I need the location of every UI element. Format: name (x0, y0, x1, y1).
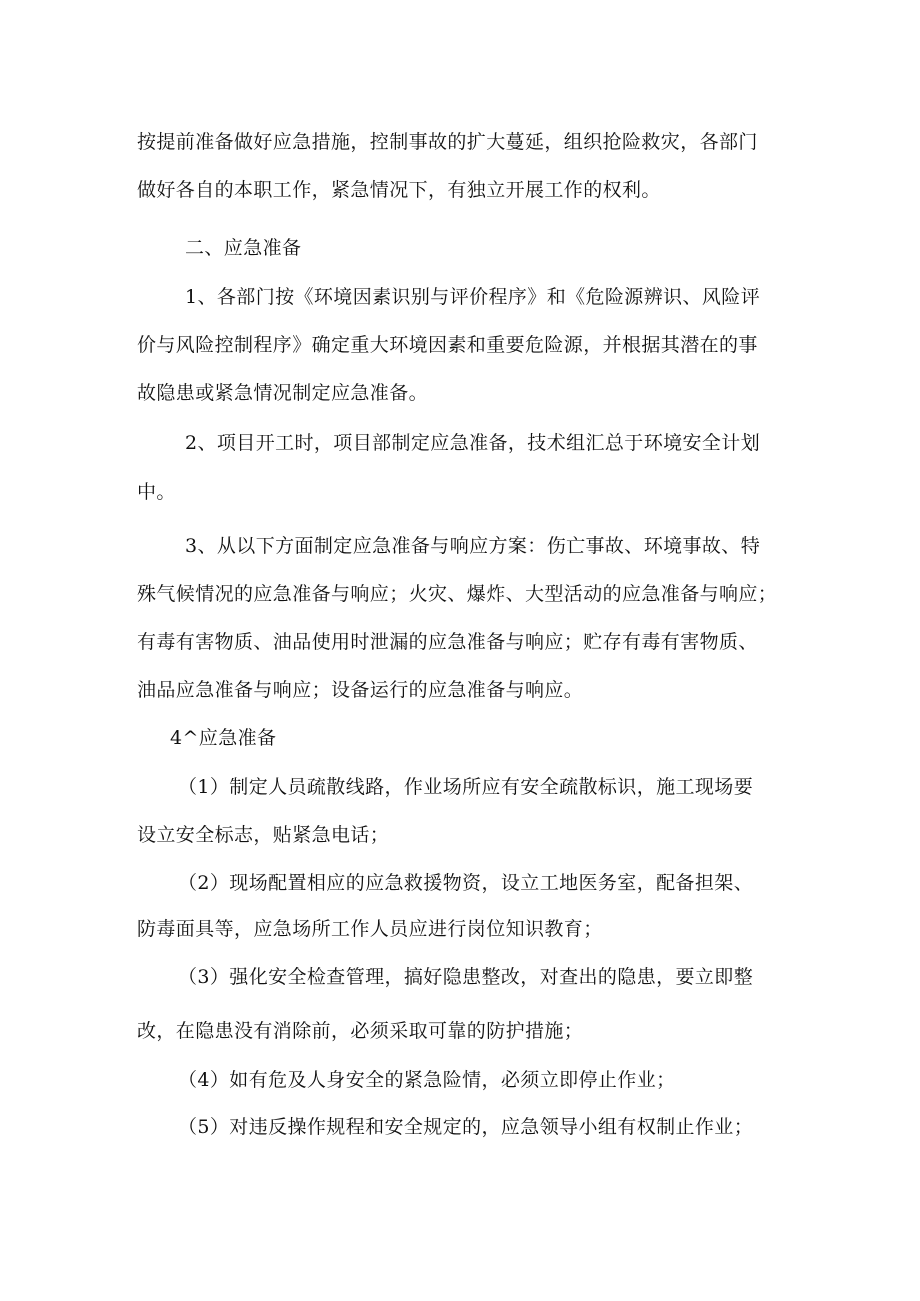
paragraph-line: 2、项目开工时，项目部制定应急准备，技术组汇总于环境安全计划 (185, 432, 761, 454)
section-heading: 二、应急准备 (185, 237, 302, 259)
paragraph-line: 按提前准备做好应急措施，控制事故的扩大蔓延，组织抢险救灾，各部门 (137, 131, 758, 153)
paragraph-line: 有毒有害物质、油品使用时泄漏的应急准备与响应；贮存有毒有害物质、 (137, 631, 758, 653)
paragraph-line: （1）制定人员疏散线路，作业场所应有安全疏散标识，施工现场要 (178, 776, 754, 798)
paragraph-line: 防毒面具等，应急场所工作人员应进行岗位知识教育； (137, 918, 603, 940)
paragraph-line: （2）现场配置相应的应急救援物资，设立工地医务室，配备担架、 (178, 872, 754, 894)
paragraph-line: 做好各自的本职工作，紧急情况下，有独立开展工作的权利。 (137, 179, 661, 201)
paragraph-line: 价与风险控制程序》确定重大环境因素和重要危险源，并根据其潜在的事 (137, 334, 758, 356)
paragraph-line: 3、从以下方面制定应急准备与响应方案：伤亡事故、环境事故、特 (185, 535, 761, 557)
paragraph-line: 改，在隐患没有消除前，必须采取可靠的防护措施； (137, 1020, 584, 1042)
section-heading: 4^应急准备 (170, 727, 277, 749)
paragraph-line: （5）对违反操作规程和安全规定的，应急领导小组有权制止作业； (178, 1116, 754, 1138)
paragraph-line: 殊气候情况的应急准备与响应；火灾、爆炸、大型活动的应急准备与响应； (137, 583, 778, 605)
paragraph-line: 中。 (137, 481, 176, 503)
paragraph-line: 1、各部门按《环境因素识别与评价程序》和《危险源辨识、风险评 (185, 286, 761, 308)
paragraph-line: （3）强化安全检查管理，搞好隐患整改，对查出的隐患，要立即整 (178, 966, 754, 988)
paragraph-line: 设立安全标志，贴紧急电话； (137, 824, 390, 846)
paragraph-line: 故隐患或紧急情况制定应急准备。 (137, 382, 429, 404)
paragraph-line: 油品应急准备与响应；设备运行的应急准备与响应。 (137, 679, 584, 701)
paragraph-line: （4）如有危及人身安全的紧急险情，必须立即停止作业； (178, 1069, 676, 1091)
